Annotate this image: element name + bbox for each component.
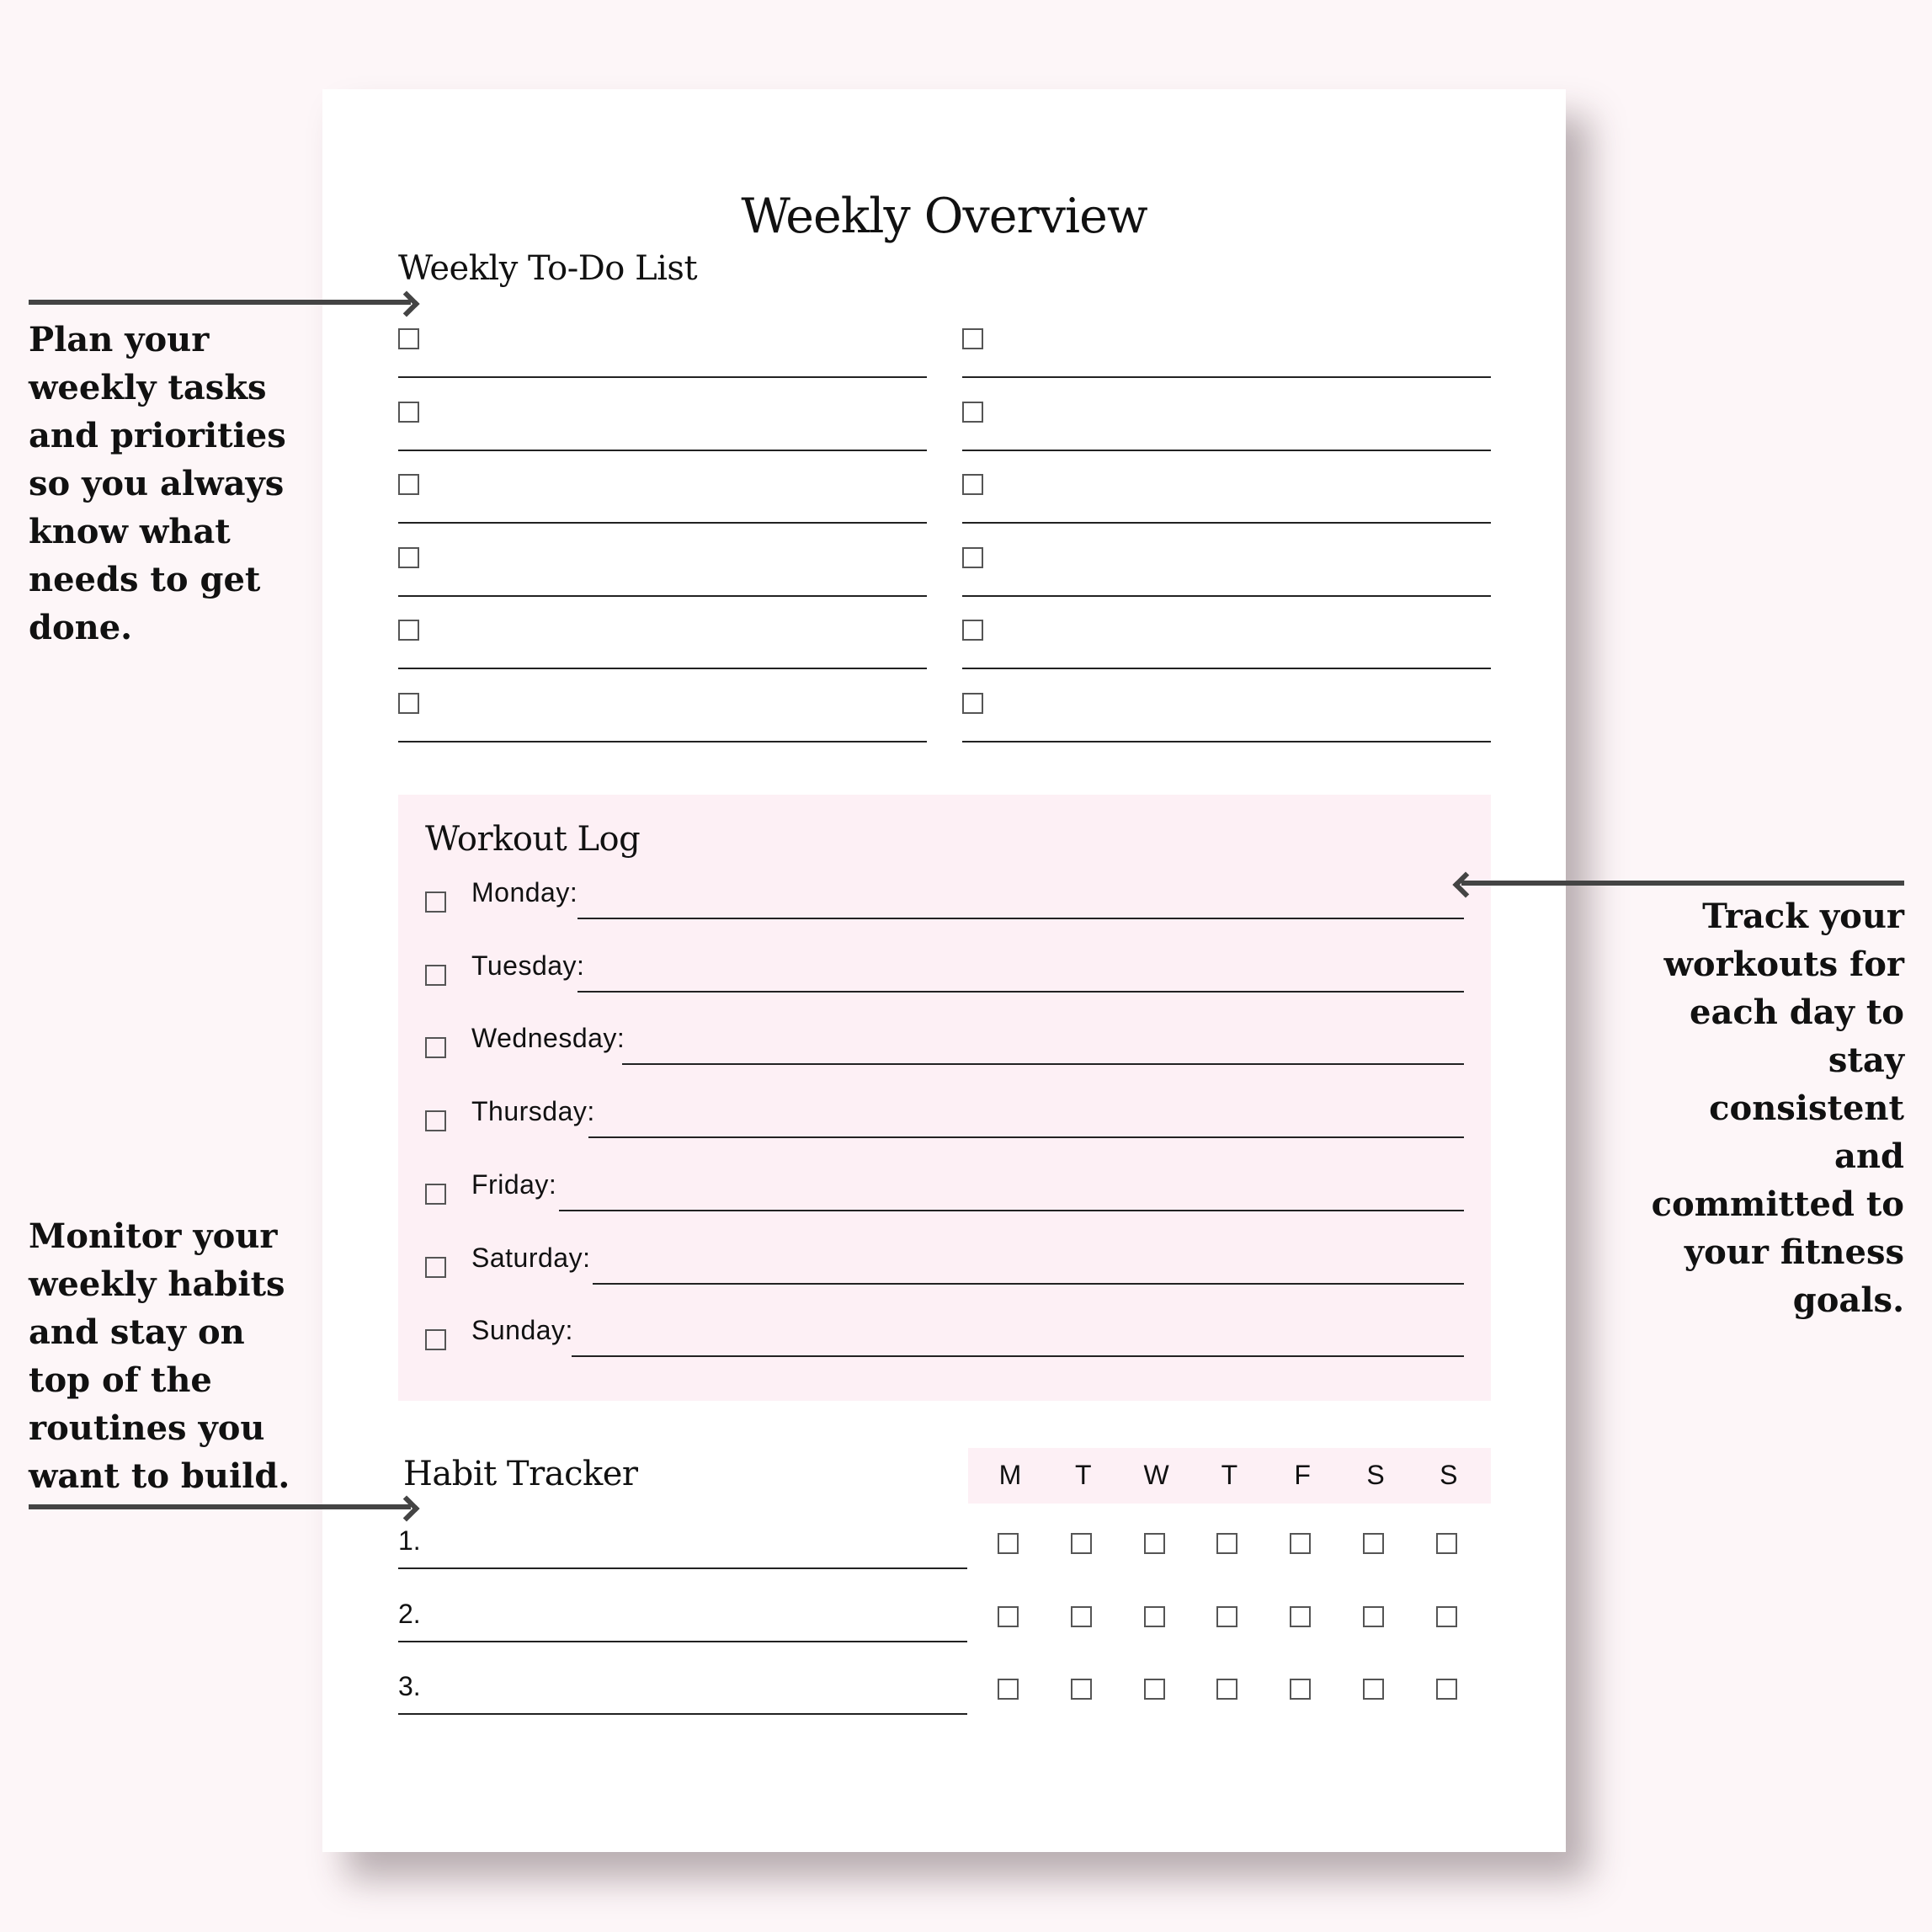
habit-checkbox[interactable] <box>1363 1606 1384 1627</box>
todo-checkbox[interactable] <box>962 620 983 641</box>
habit-checkbox[interactable] <box>1071 1679 1092 1700</box>
workout-day-checkbox[interactable] <box>425 1329 446 1350</box>
habit-checkbox[interactable] <box>1436 1533 1457 1554</box>
workout-day-checkbox[interactable] <box>425 1184 446 1205</box>
habit-day-header <box>968 1448 1491 1504</box>
workout-day-line <box>593 1283 1464 1285</box>
workout-log-panel <box>398 795 1491 1401</box>
todo-line <box>398 522 927 524</box>
habit-row-number: 3. <box>398 1671 421 1701</box>
todo-checkbox[interactable] <box>398 620 419 641</box>
workout-note: Track your workouts for each day to stay consistent and committed to your fitness goals. <box>1651 897 1904 1320</box>
workout-day-checkbox[interactable] <box>425 1037 446 1058</box>
habit-checkbox[interactable] <box>1144 1679 1165 1700</box>
planner-page <box>322 89 1566 1852</box>
habit-checkbox[interactable] <box>1071 1533 1092 1554</box>
habit-checkbox[interactable] <box>1363 1679 1384 1700</box>
todo-line <box>962 668 1491 669</box>
habit-checkbox[interactable] <box>998 1533 1019 1554</box>
todo-checkbox[interactable] <box>398 402 419 423</box>
habit-checkbox[interactable] <box>1144 1606 1165 1627</box>
habit-checkbox[interactable] <box>1216 1533 1237 1554</box>
habit-line <box>398 1713 967 1715</box>
habit-note: Monitor your weekly habits and stay on top of the routines you want to build. <box>29 1216 290 1496</box>
workout-day-checkbox[interactable] <box>425 1257 446 1278</box>
habit-checkbox[interactable] <box>998 1606 1019 1627</box>
workout-day-line <box>577 918 1464 919</box>
workout-day-label: Monday: <box>471 877 578 907</box>
habit-checkbox[interactable] <box>1436 1606 1457 1627</box>
todo-checkbox[interactable] <box>962 693 983 714</box>
todo-line <box>398 668 927 669</box>
todo-heading: Weekly To-Do List <box>398 249 698 288</box>
todo-checkbox[interactable] <box>398 547 419 568</box>
workout-day-line <box>559 1210 1464 1211</box>
habit-day-header-label: S <box>1440 1460 1458 1490</box>
workout-day-label: Sunday: <box>471 1315 573 1346</box>
habit-checkbox[interactable] <box>1216 1679 1237 1700</box>
workout-day-line <box>622 1063 1464 1065</box>
todo-line <box>398 450 927 451</box>
habit-day-header-label: M <box>998 1460 1022 1490</box>
habit-checkbox[interactable] <box>1290 1679 1311 1700</box>
workout-day-label: Wednesday: <box>471 1023 625 1054</box>
habit-day-header-label: W <box>1143 1460 1169 1490</box>
todo-line <box>962 522 1491 524</box>
habit-row-number: 1. <box>398 1525 421 1556</box>
todo-line <box>398 376 927 378</box>
todo-line <box>962 376 1491 378</box>
workout-day-label: Friday: <box>471 1168 557 1200</box>
habit-day-header-label: T <box>1075 1460 1092 1490</box>
habit-checkbox[interactable] <box>998 1679 1019 1700</box>
todo-line <box>398 595 927 597</box>
page-title: Weekly Overview <box>741 189 1147 244</box>
todo-checkbox[interactable] <box>398 693 419 714</box>
todo-checkbox[interactable] <box>398 328 419 349</box>
workout-day-checkbox[interactable] <box>425 965 446 986</box>
workout-day-line <box>577 991 1464 993</box>
habit-checkbox[interactable] <box>1071 1606 1092 1627</box>
habit-checkbox[interactable] <box>1290 1533 1311 1554</box>
habit-checkbox[interactable] <box>1144 1533 1165 1554</box>
habit-checkbox[interactable] <box>1436 1679 1457 1700</box>
workout-arrow <box>1461 881 1904 886</box>
todo-checkbox[interactable] <box>962 328 983 349</box>
workout-day-line <box>572 1355 1464 1357</box>
habit-row-number: 2. <box>398 1598 421 1629</box>
todo-checkbox[interactable] <box>962 402 983 423</box>
todo-arrow <box>29 300 411 305</box>
workout-day-label: Thursday: <box>471 1096 595 1127</box>
habit-line <box>398 1641 967 1642</box>
habit-day-header-label: S <box>1366 1460 1385 1490</box>
workout-heading: Workout Log <box>425 820 641 859</box>
habit-checkbox[interactable] <box>1216 1606 1237 1627</box>
workout-day-checkbox[interactable] <box>425 1110 446 1131</box>
workout-day-line <box>588 1136 1464 1138</box>
habit-day-header-label: F <box>1294 1460 1311 1490</box>
habit-checkbox[interactable] <box>1290 1606 1311 1627</box>
todo-line <box>962 595 1491 597</box>
todo-note: Plan your weekly tasks and priorities so you always know what needs to get done. <box>29 320 286 647</box>
workout-day-checkbox[interactable] <box>425 891 446 913</box>
todo-checkbox[interactable] <box>962 474 983 495</box>
workout-day-label: Tuesday: <box>471 950 585 981</box>
todo-line <box>398 741 927 742</box>
habit-line <box>398 1567 967 1569</box>
habit-heading: Habit Tracker <box>403 1455 638 1493</box>
habit-checkbox[interactable] <box>1363 1533 1384 1554</box>
habit-day-header-label: T <box>1221 1460 1238 1490</box>
todo-line <box>962 741 1491 742</box>
todo-checkbox[interactable] <box>398 474 419 495</box>
todo-checkbox[interactable] <box>962 547 983 568</box>
habit-arrow <box>29 1504 411 1509</box>
todo-line <box>962 450 1491 451</box>
workout-day-label: Saturday: <box>471 1242 591 1273</box>
